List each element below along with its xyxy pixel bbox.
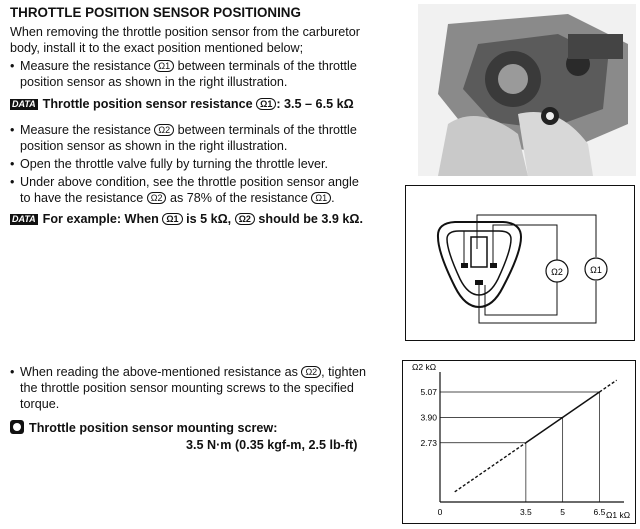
x-tick-label: 3.5 xyxy=(519,507,532,517)
x-tick-label: 0 xyxy=(437,507,443,517)
bullet-open-throttle: • Open the throttle valve fully by turning the throttle lever. xyxy=(10,157,329,171)
bullet-dot: • xyxy=(10,157,15,171)
omega1-symbol: Ω1 xyxy=(154,60,174,72)
bullet-dot: • xyxy=(10,175,15,189)
intro-line-2: body, install it to the exact position mentioned below; xyxy=(10,41,304,55)
bullet-tighten: • When reading the above-mentioned resistance as Ω2 , tighten xyxy=(10,365,366,379)
omega2-symbol: Ω2 xyxy=(301,366,321,378)
omega2-symbol: Ω2 xyxy=(235,213,255,225)
omega2-symbol: Ω2 xyxy=(147,192,167,204)
omega1-symbol: Ω1 xyxy=(256,98,276,110)
chart-svg xyxy=(402,360,636,524)
y-tick-label: 3.90 xyxy=(420,412,437,423)
connector-diagram xyxy=(405,185,635,341)
torque-label: Throttle position sensor mounting screw: xyxy=(10,420,277,436)
resistance-chart xyxy=(402,360,636,524)
bullet-sensor-angle: • Under above condition, see the throttle position sensor angle xyxy=(10,175,359,189)
omega2-symbol: Ω2 xyxy=(154,124,174,136)
meter-omega2-label: Ω2 xyxy=(551,267,563,277)
omega1-symbol: Ω1 xyxy=(162,213,182,225)
data-tag: DATA xyxy=(12,99,36,109)
data-example: DATA For example: When Ω1 is 5 kΩ, Ω2 should be 3.9 kΩ. xyxy=(12,212,363,226)
y-axis-label: Ω2 kΩ xyxy=(412,362,437,372)
carburetor-photo xyxy=(418,4,636,176)
data-tag: DATA xyxy=(12,214,36,224)
bullet-sensor-angle-line2: to have the resistance Ω2 as 78% of the resistance Ω1 . xyxy=(20,191,335,205)
bullet-tighten-line3: torque. xyxy=(20,397,60,411)
y-tick-label: 2.73 xyxy=(420,437,437,448)
meter-omega1-label: Ω1 xyxy=(590,265,602,275)
wrench-icon xyxy=(10,420,24,434)
bullet-dot: • xyxy=(10,59,15,73)
bullet-measure-omega2: • Measure the resistance Ω2 between terminals of the throttle xyxy=(10,123,357,137)
bullet-dot: • xyxy=(10,123,15,137)
page-title: THROTTLE POSITION SENSOR POSITIONING xyxy=(10,5,301,20)
x-axis-label: Ω1 kΩ xyxy=(606,510,631,520)
x-tick-label: 5 xyxy=(560,507,566,517)
bullet-dot: • xyxy=(10,365,15,379)
bullet-measure-omega1-line2: position sensor as shown in the right illustration. xyxy=(20,75,288,89)
bullet-measure-omega1: • Measure the resistance Ω1 between terminals of the throttle xyxy=(10,59,357,73)
torque-value: 3.5 N·m (0.35 kgf-m, 2.5 lb-ft) xyxy=(186,438,358,452)
x-tick-label: 6.5 xyxy=(593,507,606,517)
intro-line-1: When removing the throttle position sensor from the carburetor xyxy=(10,25,360,39)
bullet-tighten-line2: the throttle position sensor mounting screws to the specified xyxy=(20,381,354,395)
data-spec-resistance: DATA Throttle position sensor resistance Ω1 : 3.5 – 6.5 kΩ xyxy=(12,97,354,111)
omega1-symbol: Ω1 xyxy=(311,192,331,204)
y-tick-label: 5.07 xyxy=(420,387,437,398)
bullet-measure-omega2-line2: position sensor as shown in the right illustration. xyxy=(20,139,288,153)
